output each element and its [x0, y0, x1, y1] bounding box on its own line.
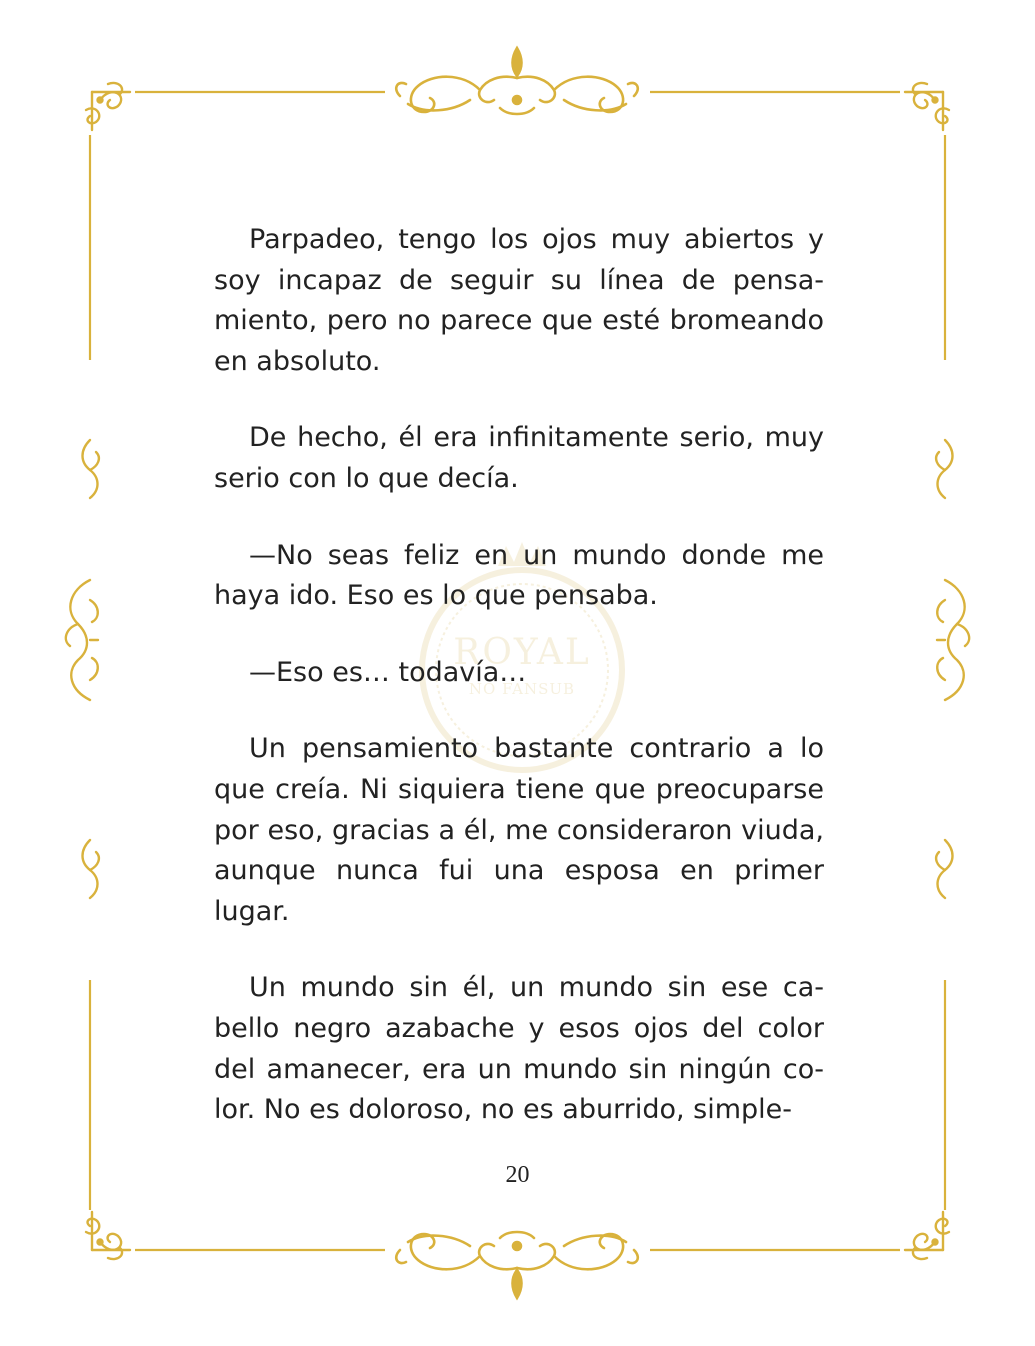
watermark-title: ROYAL — [453, 632, 591, 673]
paragraph-3: —No seas feliz en un mundo donde me haya ido. Eso es lo que pensaba. — [214, 539, 824, 612]
paragraph-6: Un mundo sin él, un mundo sin ese cabello negro azabache y esos ojos del color del amanecer, era un mundo sin ningún color. No es doloroso, no es aburrido, simple- — [214, 972, 824, 1126]
paragraph-2: De hecho, él era infinitamente serio, muy serio con lo que decía. — [214, 422, 824, 494]
paragraph-4: —Eso es… todavía… — [249, 656, 527, 688]
body-text — [214, 220, 824, 1167]
watermark-subtitle: NO FANSUB — [468, 680, 576, 698]
page-number: 20 — [505, 1162, 530, 1188]
paragraph-5: Un pensamiento bastante contrario a lo que creía. Ni siquiera tiene que preocuparse por eso, gracias a él, me consideraron viuda, aunque nunca fui una esposa en primer lugar. — [214, 733, 824, 927]
paragraph-1: Parpadeo, tengo los ojos muy abiertos y soy incapaz de seguir su línea de pensamiento, pero no parece que esté bromeando en absoluto. — [214, 224, 824, 377]
